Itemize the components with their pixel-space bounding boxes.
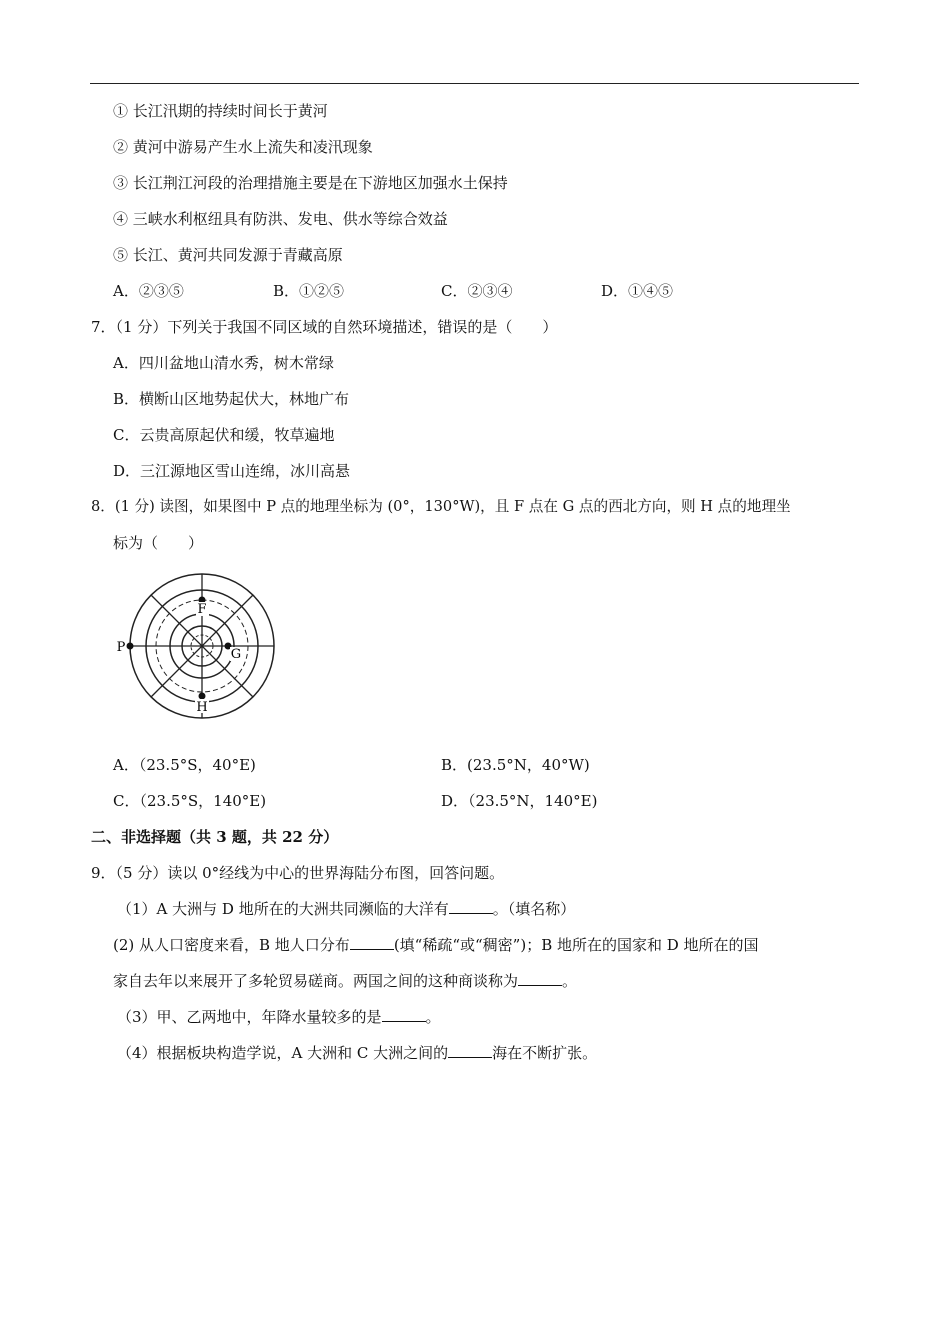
answer-blank-1[interactable] (449, 899, 493, 914)
q6-statement-5: ⑤ 长江、黄河共同发源于青藏高原 (113, 246, 343, 264)
q8-option-c: C．（23.5°S，140°E) (113, 792, 267, 810)
q9-part-2-text-a: (2) 从人口密度来看，B 地人口分布 (113, 936, 350, 954)
q8-option-b: B．(23.5°N，40°W) (441, 756, 590, 774)
q6-option-b: B．①②⑤ (273, 282, 345, 300)
label-f: F (197, 602, 207, 617)
q7-option-b: B．横断山区地势起伏大，林地广布 (113, 390, 350, 408)
answer-blank-4[interactable] (382, 1007, 426, 1022)
answer-blank-2[interactable] (350, 935, 394, 950)
answer-blank-5[interactable] (448, 1043, 492, 1058)
q9-part-1 (117, 899, 575, 919)
q9-part-2-text-c: 家自去年以来展开了多轮贸易磋商。两国之间的这种商谈称为 (113, 972, 519, 990)
q9-part-3 (117, 1007, 441, 1027)
section-title: 二、非选择题（共 3 题，共 22 分） (91, 828, 339, 846)
q8-stem-line2: 标为（ ） (113, 534, 204, 552)
q9-part-4-text-a: （4）根据板块构造学说，A 大洲和 C 大洲之间的 (117, 1044, 449, 1062)
q6-option-c: C．②③④ (441, 282, 513, 300)
q9-stem: 9．（5 分）读以 0°经线为中心的世界海陆分布图，回答问题。 (91, 864, 505, 882)
q6-statement-2: ② 黄河中游易产生水上流失和凌汛现象 (113, 138, 373, 156)
answer-blank-3[interactable] (518, 971, 562, 986)
q8-option-d: D．（23.5°N，140°E) (441, 792, 598, 810)
q6-option-a: A．②③⑤ (113, 282, 184, 300)
q8-option-a: A．（23.5°S，40°E) (113, 756, 256, 774)
q9-part-2-text-b: (填“稀疏“或“稠密”)；B 地所在的国家和 D 地所在的国 (393, 936, 759, 954)
label-h: H (196, 700, 208, 715)
q8-stem-line1: 8．(1 分) 读图，如果图中 P 点的地理坐标为 (0°，130°W)，且 F 点在 G 点的西北方向，则 H 点的地理坐 (91, 498, 791, 515)
q9-part-2-line1 (113, 935, 759, 955)
q6-statement-1: ① 长江汛期的持续时间长于黄河 (113, 102, 328, 120)
q9-part-2-line2 (113, 971, 577, 991)
q9-part-3-text-b: 。 (425, 1008, 441, 1026)
point-h (199, 693, 206, 700)
q9-part-4-text-b: 海在不断扩张。 (492, 1044, 598, 1062)
polar-projection-diagram (112, 568, 282, 720)
q7-option-c: C．云贵高原起伏和缓，牧草遍地 (113, 426, 335, 444)
q9-part-1-text-a: （1）A 大洲与 D 地所在的大洲共同濒临的大洋有 (117, 900, 449, 918)
label-g: G (230, 647, 242, 662)
q6-option-d: D．①④⑤ (601, 282, 674, 300)
q7-stem: 7．（1 分）下列关于我国不同区域的自然环境描述，错误的是（ ） (91, 318, 558, 336)
q9-part-3-text-a: （3）甲、乙两地中，年降水量较多的是 (117, 1008, 382, 1026)
q6-statement-3: ③ 长江荆江河段的治理措施主要是在下游地区加强水土保持 (113, 174, 508, 192)
point-p (127, 643, 134, 650)
q6-statement-4: ④ 三峡水利枢纽具有防洪、发电、供水等综合效益 (113, 210, 448, 228)
q7-option-a: A．四川盆地山清水秀，树木常绿 (113, 354, 334, 372)
header-rule (90, 83, 859, 84)
q9-part-2-text-d: 。 (562, 972, 578, 990)
q7-option-d: D．三江源地区雪山连绵，冰川高悬 (113, 462, 351, 480)
label-p: P (116, 640, 126, 655)
q9-part-4 (117, 1043, 597, 1063)
q9-part-1-text-b: 。（填名称） (492, 900, 576, 918)
